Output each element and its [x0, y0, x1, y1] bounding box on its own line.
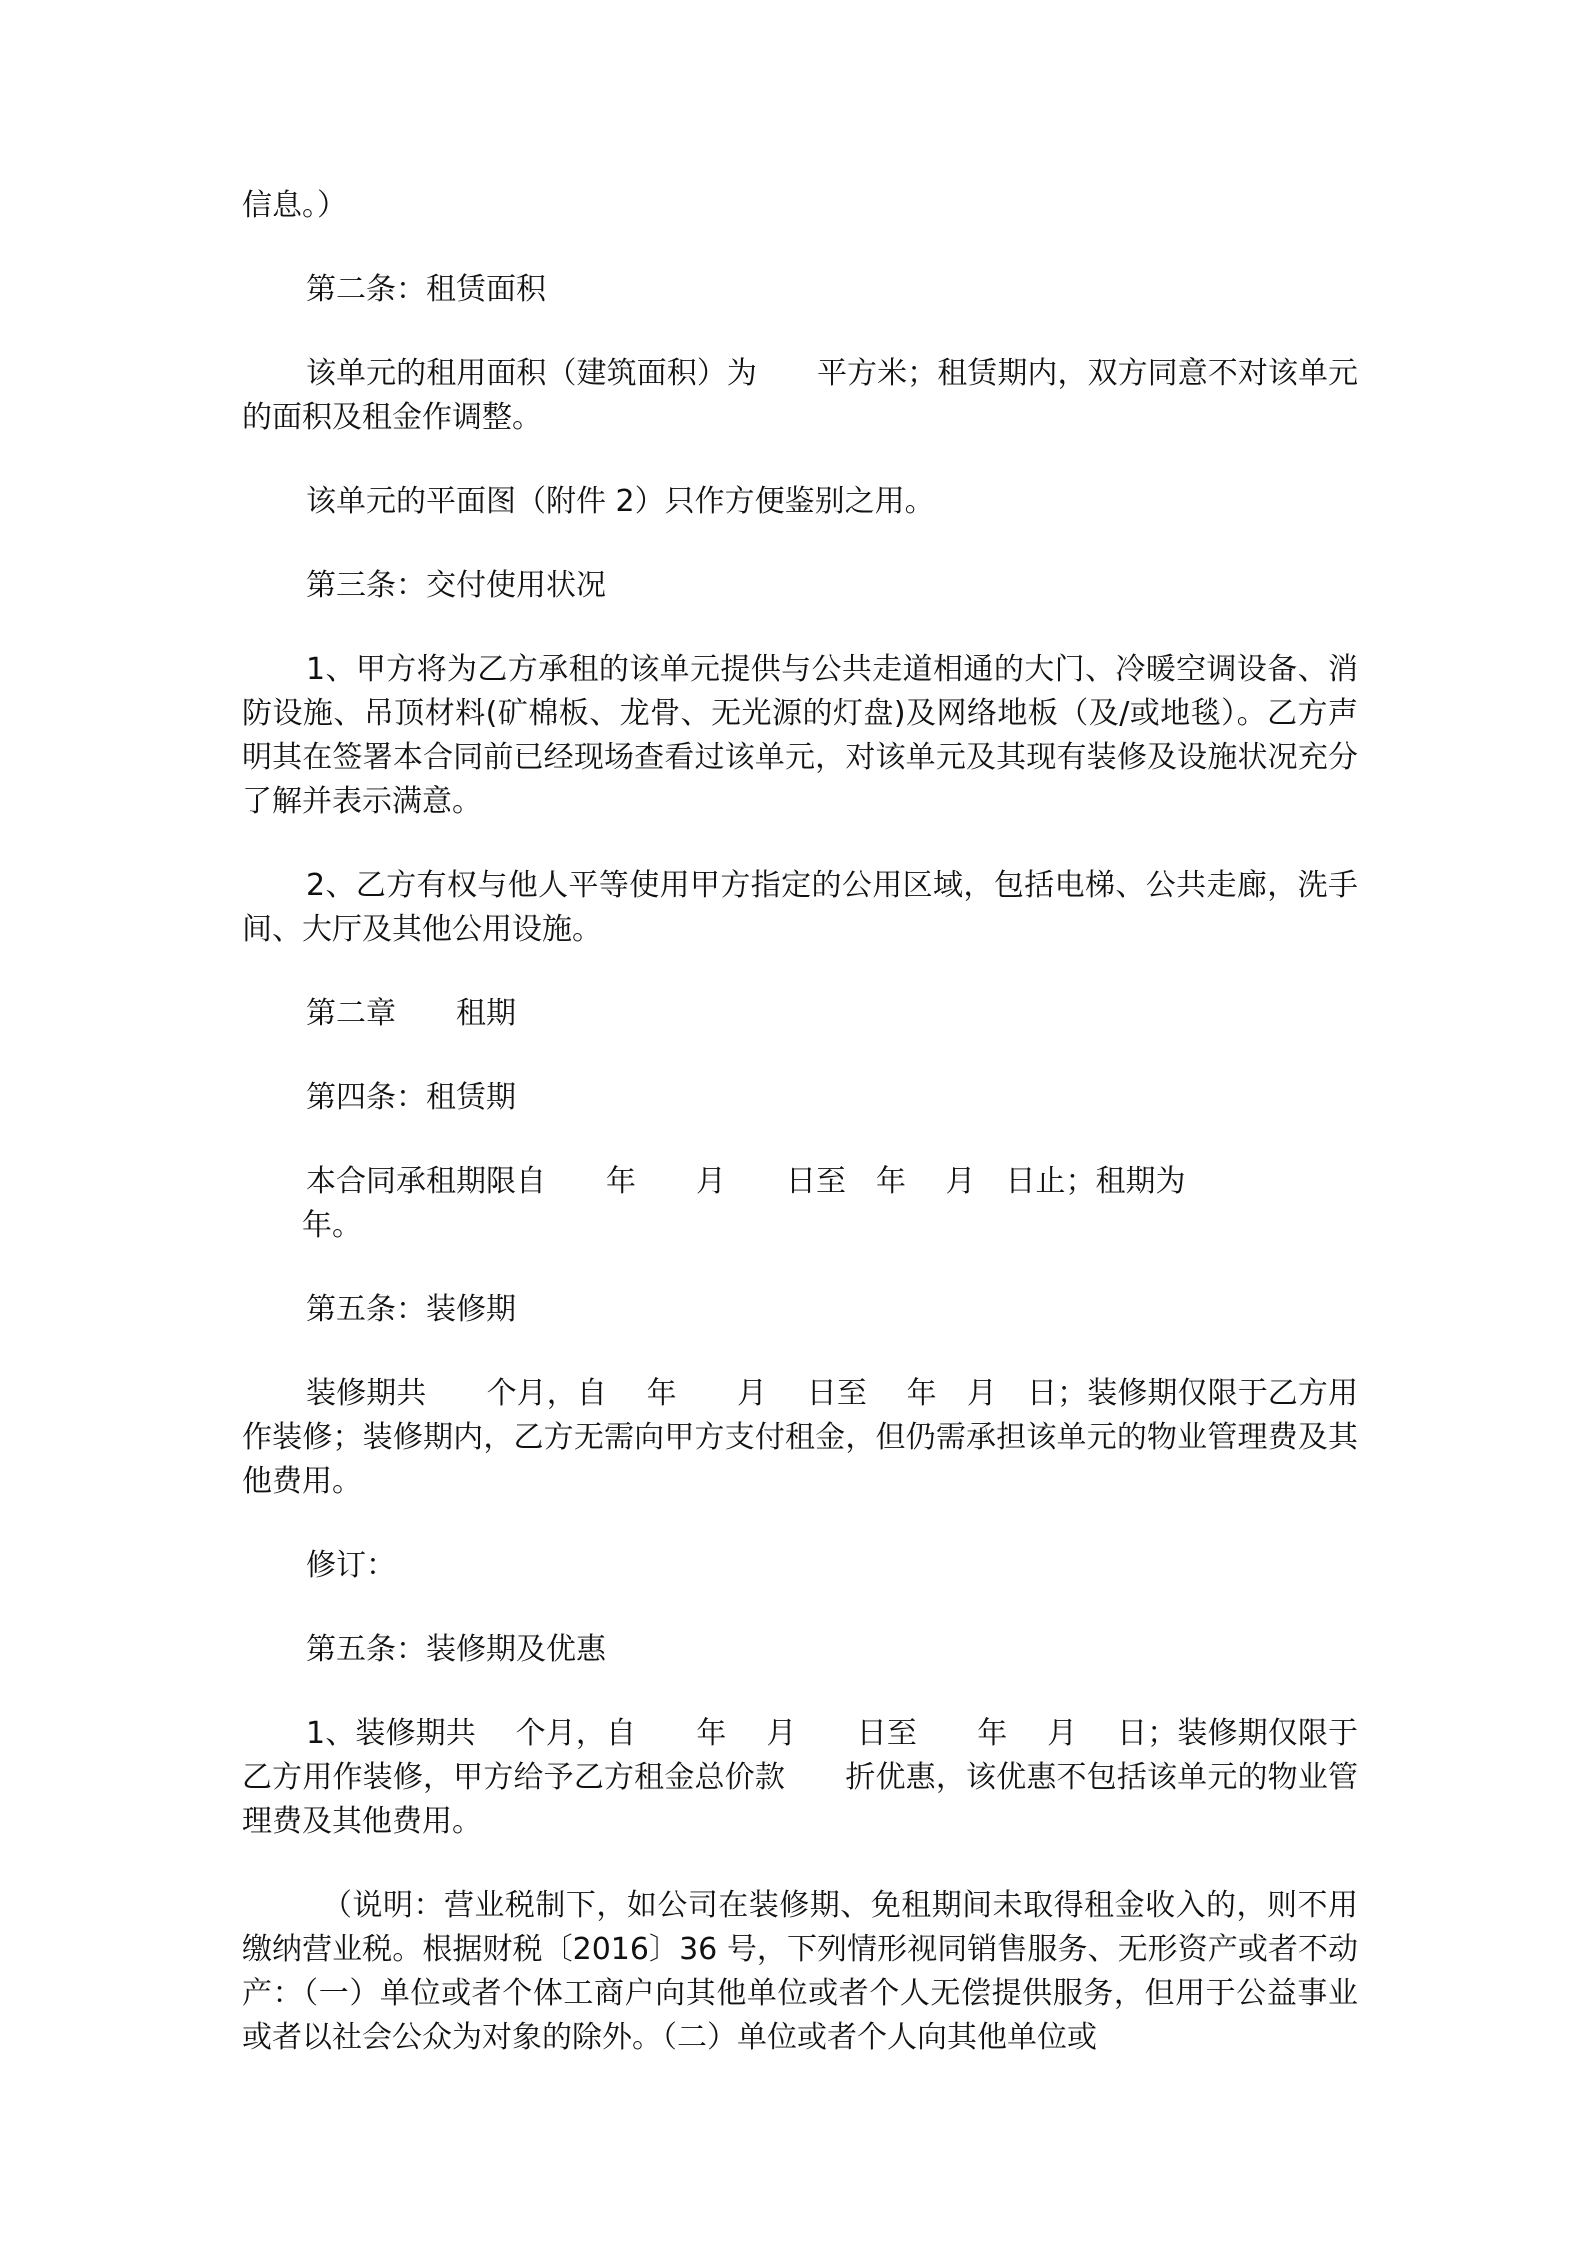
revised-article-5-clause-1: 1、装修期共 个月，自 年 月 日至 年 月 日；装修期仅限于乙方用作装修，甲方给予乙方租金总价款 折优惠，该优惠不包括该单元的物业管理费及其他费用。: [242, 1716, 1358, 1839]
article-4-heading: 第四条：租赁期: [306, 1080, 516, 1115]
article-5-clause: 装修期共 个月，自 年 月 日至 年 月 日；装修期仅限于乙方用作装修；装修期内，乙方无需向甲方支付租金，但仍需承担该单元的物业管理费及其他费用。: [242, 1376, 1358, 1499]
revision-label: 修订：: [306, 1548, 396, 1583]
article-3-clause-1: 1、甲方将为乙方承租的该单元提供与公共走道相通的大门、冷暖空调设备、消防设施、吊顶材料(矿棉板、龙骨、无光源的灯盘)及网络地板（及/或地毯）。乙方声明其在签署本合同前已经现场查看过该单元，对该单元及其现有装修及设施状况充分了解并表示满意。: [242, 652, 1358, 819]
article-5-heading: 第五条：装修期: [306, 1292, 516, 1327]
tax-note-paragraph: （说明：营业税制下，如公司在装修期、免租期间未取得租金收入的，则不用缴纳营业税。根据财税〔2016〕36 号，下列情形视同销售服务、无形资产或者不动产：（一）单位或者个体工商户向其他单位或者个人无偿提供服务，但用于公益事业或者以社会公众为对象的除外。（二）单位或者个人向其他单位或: [242, 1888, 1358, 2055]
revised-article-5-heading: 第五条：装修期及优惠: [306, 1632, 606, 1667]
document-body: [242, 184, 1358, 2100]
article-4-term-clause: 本合同承租期限自 年 月 日至 年 月 日止；租期为 年。: [301, 1164, 1186, 1243]
article-2-area-clause: 该单元的租用面积（建筑面积）为 平方米；租赁期内，双方同意不对该单元的面积及租金作调整。: [242, 356, 1358, 435]
article-2-floorplan-clause: 该单元的平面图（附件 2）只作方便鉴别之用。: [306, 484, 935, 519]
chapter-2-heading: 第二章 租期: [306, 996, 516, 1031]
article-3-heading: 第三条：交付使用状况: [306, 568, 606, 603]
article-2-heading: 第二条：租赁面积: [306, 272, 546, 307]
article-3-clause-2: 2、乙方有权与他人平等使用甲方指定的公用区域，包括电梯、公共走廊，洗手间、大厅及其他公用设施。: [242, 868, 1358, 947]
paragraph-continuation: 信息。）: [242, 188, 347, 223]
